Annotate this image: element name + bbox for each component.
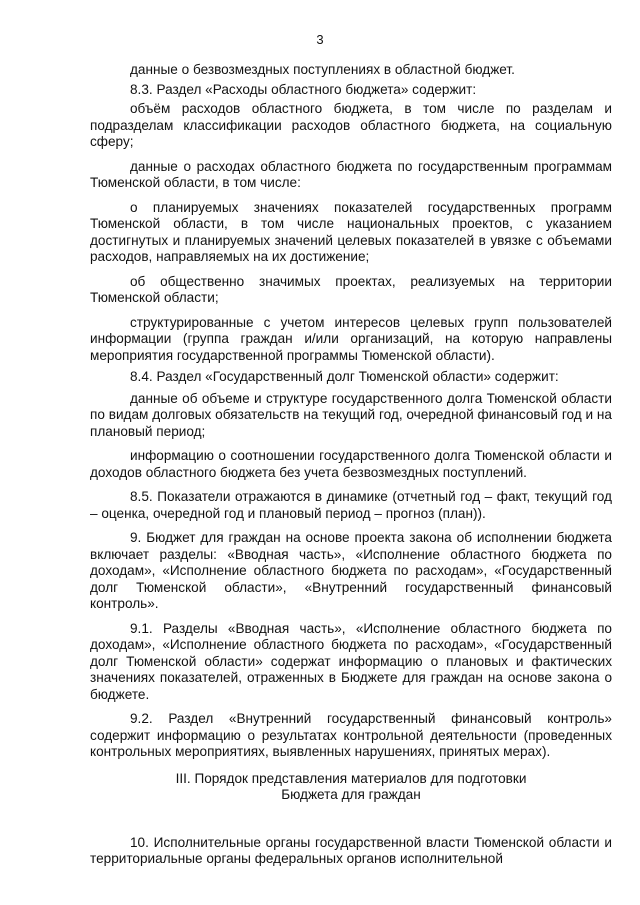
paragraph-8-5: 8.5. Показатели отражаются в динамике (отчетный год – факт, текущий год – оценка, очередной год и плановый период – прогноз (план)). bbox=[90, 489, 612, 521]
paragraph-8-3-volume: объём расходов областного бюджета, в том числе по разделам и подразделам классификации расходов областного бюджета, на социальную сферу; bbox=[90, 101, 612, 149]
paragraph-8-3-structured: структурированные с учетом интересов целевых групп пользователей информации (группа граждан и/или организаций, на которую направлены мероприятия государственной программы Тюменской области). bbox=[90, 314, 612, 363]
page-number: 3 bbox=[316, 32, 324, 47]
paragraph-8-2-end: данные о безвозмездных поступлениях в областной бюджет. bbox=[130, 62, 515, 77]
paragraph-9-2: 9.2. Раздел «Внутренний государственный финансовый контроль» содержит информацию о результатах контрольной деятельности (проведенных контрольных мероприятиях, выявленных нарушениях, принятых мерах). bbox=[90, 711, 612, 759]
paragraph-8-4: 8.4. Раздел «Государственный долг Тюменской области» содержит: bbox=[130, 369, 559, 384]
document-body bbox=[90, 62, 612, 868]
paragraph-10: 10. Исполнительные органы государственной власти Тюменской области и территориальные органы федеральных органов исполнительной bbox=[90, 834, 612, 866]
paragraph-8-3-programs: данные о расходах областного бюджета по государственным программам Тюменской области, в том числе: bbox=[90, 158, 612, 190]
paragraph-8-3-indicators: о планируемых значениях показателей государственных программ Тюменской области, в том числе национальных проектов, с указанием достигнутых и планируемых значений целевых показателей в увязке с объемами расходов, направляемых на их достижение; bbox=[90, 199, 612, 264]
paragraph-8-3: 8.3. Раздел «Расходы областного бюджета» содержит: bbox=[130, 81, 477, 97]
section-heading-line-2: Бюджета для граждан bbox=[281, 787, 421, 802]
paragraph-8-3-projects: об общественно значимых проектах, реализуемых на территории Тюменской области; bbox=[90, 273, 612, 305]
paragraph-8-4-debt-data: данные об объеме и структуре государственного долга Тюменской области по видам долговых обязательств на текущий год, очередной финансовый год и на плановый период; bbox=[90, 390, 612, 439]
paragraph-8-4-ratio: информацию о соотношении государственного долга Тюменской области и доходов областного бюджета без учета безвозмездных поступлений. bbox=[90, 448, 612, 480]
section-heading-line-1: III. Порядок представления материалов для подготовки bbox=[175, 770, 527, 786]
paragraph-9: 9. Бюджет для граждан на основе проекта закона об исполнении бюджета включает разделы: «Вводная часть», «Исполнение областного бюджета по доходам», «Исполнение областного бюджета по расходам», «Государственный долг Тюменской области», «Внутренний государственный финансовый контроль». bbox=[90, 530, 612, 611]
paragraph-9-1: 9.1. Разделы «Вводная часть», «Исполнение областного бюджета по доходам», «Исполнение областного бюджета по расходам», «Государственный долг Тюменской области» содержат информацию о плановых и фактических значениях показателей, отраженных в Бюджете для граждан на основе закона о бюджете. bbox=[90, 620, 612, 702]
